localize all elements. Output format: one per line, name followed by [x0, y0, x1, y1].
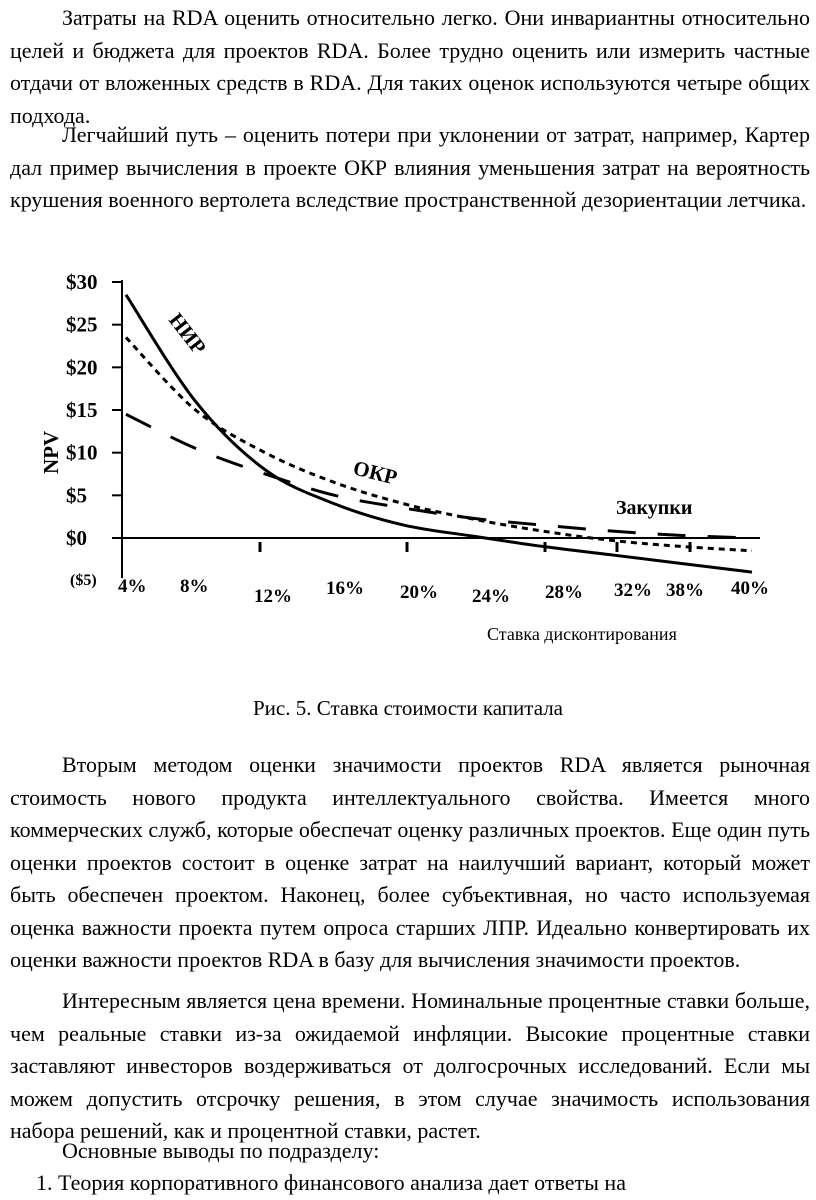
npv-chart: [0, 262, 816, 652]
paragraph-1-text: Затраты на RDA оценить относительно легко. Они инвариантны относительно целей и бюджета для проектов RDA. Более трудно оценить или измерить частные отдачи от вложенных средств в RDA. Для таких оценок используются четыре общих подхода.: [10, 5, 810, 128]
x-tick-label: 40%: [731, 578, 769, 599]
list-item-1: 1. Теория корпоративного финансового анализа дает ответы на: [36, 1170, 626, 1195]
y-tick-label: $30: [66, 270, 98, 294]
paragraph-4-text: Интересным является цена времени. Номинальные процентные ставки больше, чем реальные ставки из-за ожидаемой инфляции. Высокие процентные ставки заставляют инвесторов воздерживаться от долгосрочных исследований. Если мы можем допустить отсрочку решения, в этом случае значимость использования набора решений, как и процентной ставки, растет.: [10, 988, 810, 1143]
paragraph-5: Основные выводы по подразделу:: [62, 1138, 380, 1163]
y-tick-label: $0: [66, 526, 87, 550]
y-axis-label: NPV: [39, 430, 63, 474]
x-tick-label: 16%: [326, 578, 364, 599]
x-tick-label: 24%: [472, 586, 510, 607]
y-tick-label: $5: [66, 483, 87, 508]
y-tick-label: $15: [66, 398, 98, 422]
figure-caption: Рис. 5. Ставка стоимости капитала: [253, 696, 563, 720]
y-tick-label: $20: [66, 355, 98, 380]
series-label-2: Закупки: [616, 497, 693, 519]
paragraph-2-text: Легчайший путь – оценить потери при уклонении от затрат, например, Картер дал пример вычисления в проекте ОКР влияния уменьшения затрат на вероятность крушения военного вертолета вследствие пространственной дезориентации летчика.: [10, 122, 810, 212]
x-tick-label: 28%: [545, 582, 583, 603]
y-tick-label: $10: [66, 440, 98, 465]
x-tick-label: 32%: [614, 580, 652, 601]
series-line-0: [126, 295, 752, 572]
paragraph-2: [10, 119, 810, 217]
paragraph-1: [10, 2, 810, 132]
paragraph-3: [10, 749, 810, 977]
y-tick-label: $25: [66, 312, 98, 337]
npv-chart-svg: [0, 262, 816, 652]
paragraph-4: [10, 985, 810, 1148]
series-line-2: [126, 414, 752, 538]
series-label-0: НИР: [164, 308, 211, 359]
series-label-1: ОКР: [350, 455, 400, 490]
paragraph-3-text: Вторым методом оценки значимости проектов RDA является рыночная стоимость нового продукта интеллектуального свойства. Имеется много коммерческих служб, которые обеспечат оценку различных проектов. Еще один путь оценки проектов состоит в оценке затрат на наилучший вариант, который может быть обеспечен проектом. Наконец, более субъективная, но часто используемая оценка важности проекта путем опроса старших ЛПР. Идеально конвертировать их оценки важности проектов RDA в базу для вычисления значимости проектов.: [10, 752, 810, 972]
x-tick-label: 4%: [118, 576, 147, 597]
x-tick-label: 12%: [254, 586, 292, 607]
x-tick-label: 8%: [180, 576, 209, 597]
x-tick-label: 20%: [400, 582, 438, 603]
y-tick-label: ($5): [70, 572, 97, 589]
x-axis-label: Ставка дисконтирования: [487, 624, 677, 644]
x-tick-label: 38%: [666, 580, 704, 601]
